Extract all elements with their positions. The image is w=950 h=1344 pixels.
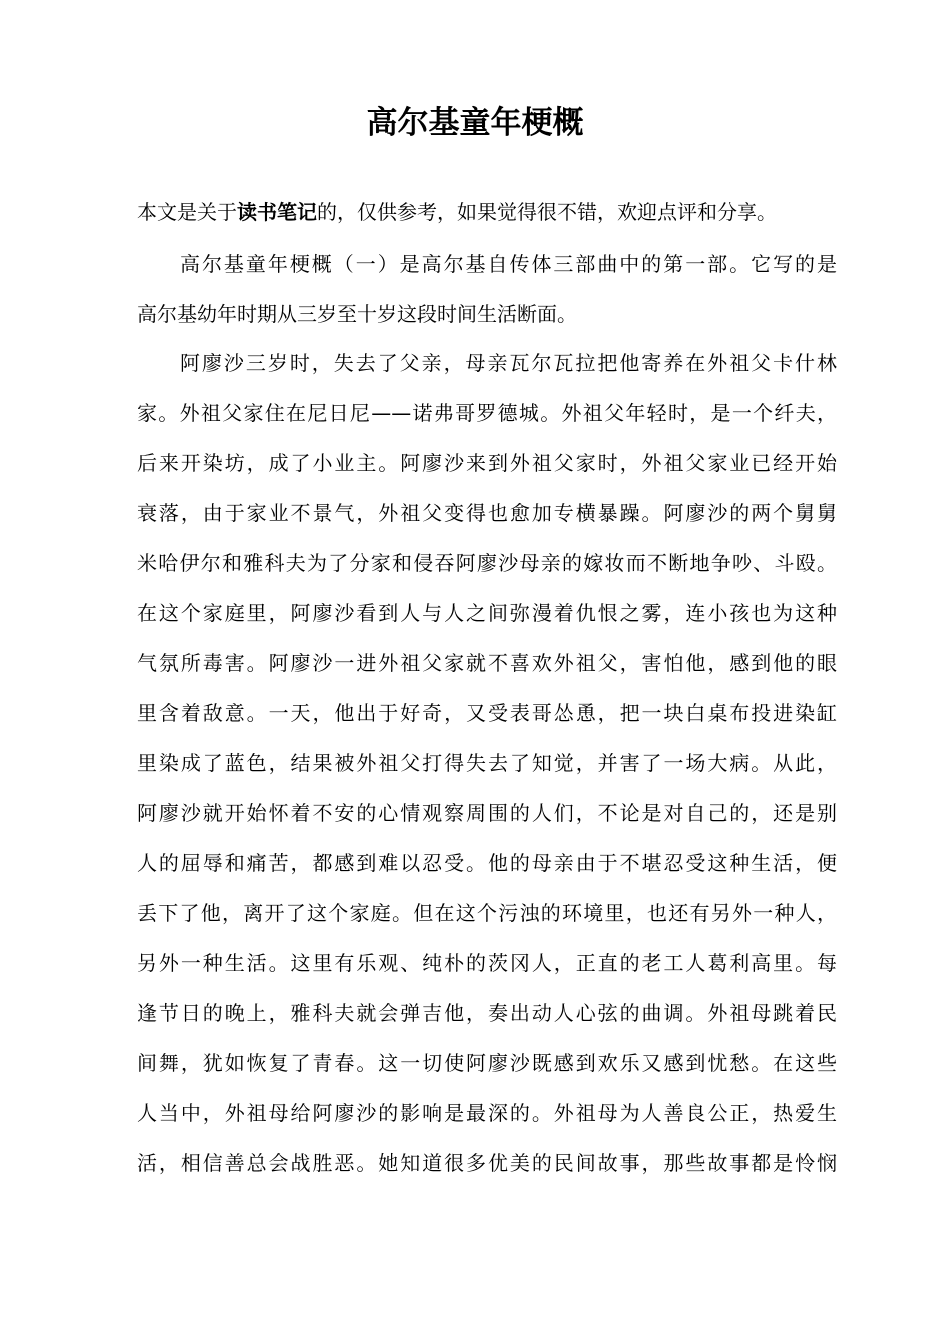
intro-bold-keyword: 读书笔记: [237, 200, 317, 224]
paragraph-line: 里含着敌意。一天，他出于好奇，又受表哥怂恿，把一块白桌布投进染缸: [137, 701, 837, 725]
paragraph-line: 另外一种生活。这里有乐观、纯朴的茨冈人，正直的老工人葛利高里。每: [137, 951, 837, 975]
paragraph-line: 阿廖沙就开始怀着不安的心情观察周围的人们，不论是对自己的，还是别: [137, 801, 837, 825]
paragraph-line: 衰落，由于家业不景气，外祖父变得也愈加专横暴躁。阿廖沙的两个舅舅: [137, 501, 837, 525]
intro-paragraph: [137, 193, 837, 231]
intro-prefix: 本文是关于: [137, 200, 237, 224]
document-title: 高尔基童年梗概: [366, 105, 584, 141]
paragraph-1: [137, 239, 837, 339]
paragraph-line: 活，相信善总会战胜恶。她知道很多优美的民间故事，那些故事都是怜悯: [137, 1151, 837, 1175]
paragraph-line: 丢下了他，离开了这个家庭。但在这个污浊的环境里，也还有另外一种人，: [137, 901, 837, 925]
paragraph-line: 阿廖沙三岁时，失去了父亲，母亲瓦尔瓦拉把他寄养在外祖父卡什林: [180, 351, 837, 375]
paragraph-line: 在这个家庭里，阿廖沙看到人与人之间弥漫着仇恨之雾，连小孩也为这种: [137, 601, 837, 625]
intro-suffix: 的，仅供参考，如果觉得很不错，欢迎点评和分享。: [317, 200, 777, 224]
paragraph-line: 间舞，犹如恢复了青春。这一切使阿廖沙既感到欢乐又感到忧愁。在这些: [137, 1051, 837, 1075]
paragraph-line: 气氛所毒害。阿廖沙一进外祖父家就不喜欢外祖父，害怕他，感到他的眼: [137, 651, 837, 675]
paragraph-2: [137, 338, 837, 1188]
paragraph-line: 逢节日的晚上，雅科夫就会弹吉他，奏出动人心弦的曲调。外祖母跳着民: [137, 1001, 837, 1025]
paragraph-line: 人的屈辱和痛苦，都感到难以忍受。他的母亲由于不堪忍受这种生活，便: [137, 851, 837, 875]
paragraph-line: 里染成了蓝色，结果被外祖父打得失去了知觉，并害了一场大病。从此，: [137, 751, 837, 775]
paragraph-line: 家。外祖父家住在尼日尼——诺弗哥罗德城。外祖父年轻时，是一个纤夫，: [137, 401, 837, 425]
paragraph-line: 米哈伊尔和雅科夫为了分家和侵吞阿廖沙母亲的嫁妆而不断地争吵、斗殴。: [137, 551, 837, 575]
paragraph-line: 高尔基幼年时期从三岁至十岁这段时间生活断面。: [137, 302, 577, 326]
paragraph-line: 高尔基童年梗概（一）是高尔基自传体三部曲中的第一部。它写的是: [180, 252, 837, 276]
paragraph-line: 后来开染坊，成了小业主。阿廖沙来到外祖父家时，外祖父家业已经开始: [137, 451, 837, 475]
paragraph-line: 人当中，外祖母给阿廖沙的影响是最深的。外祖母为人善良公正，热爱生: [137, 1101, 837, 1125]
